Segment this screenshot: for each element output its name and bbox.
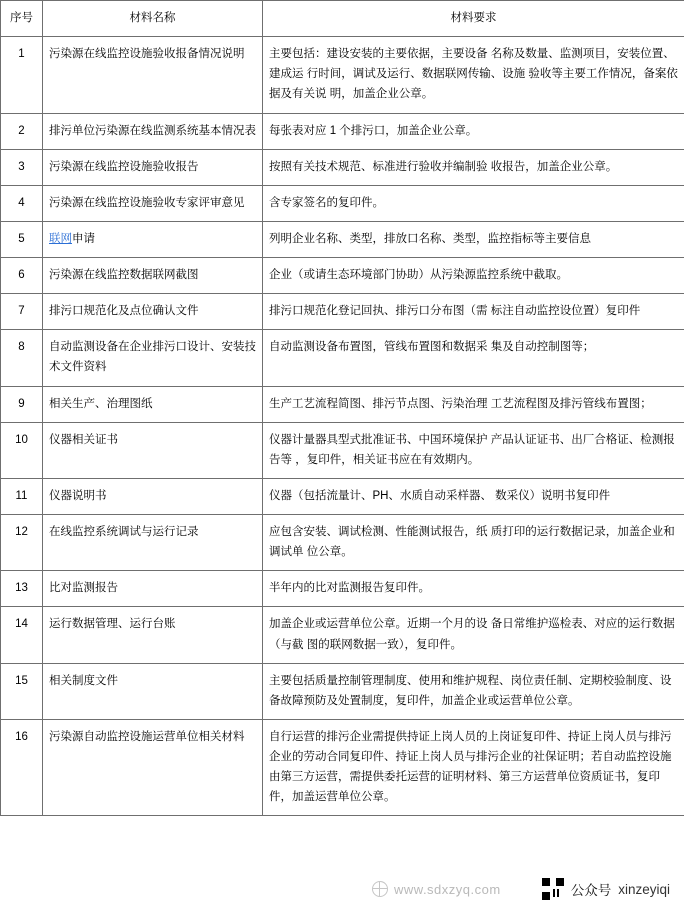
account-id: xinzeyiqi xyxy=(618,881,670,897)
material-requirement: 主要包括质量控制管理制度、使用和维护规程、岗位责任制、定期校验制度、设备故障预防及处置制度，复印件，加盖企业或运营单位公章。 xyxy=(263,663,684,719)
row-number: 16 xyxy=(1,719,43,816)
table-row xyxy=(1,478,684,514)
table-row xyxy=(1,515,684,571)
material-requirement: 应包含安装、调试检测、性能测试报告，纸 质打印的运行数据记录，加盖企业和调试单 位公章。 xyxy=(263,515,684,571)
material-requirement: 排污口规范化登记回执、排污口分布图（需 标注自动监控设位置）复印件 xyxy=(263,294,684,330)
material-requirement: 按照有关技术规范、标准进行验收并编制验 收报告，加盖企业公章。 xyxy=(263,149,684,185)
material-name: 相关生产、治理图纸 xyxy=(43,386,263,422)
row-number: 1 xyxy=(1,37,43,113)
material-name: 仪器相关证书 xyxy=(43,422,263,478)
row-number: 9 xyxy=(1,386,43,422)
material-requirement: 企业（或请生态环境部门协助）从污染源监控系统中截取。 xyxy=(263,258,684,294)
row-number: 13 xyxy=(1,571,43,607)
column-header-req: 材料要求 xyxy=(263,1,684,37)
table-row xyxy=(1,294,684,330)
table-body xyxy=(1,37,684,816)
table-row xyxy=(1,185,684,221)
table-row xyxy=(1,258,684,294)
row-number: 7 xyxy=(1,294,43,330)
table-row xyxy=(1,719,684,816)
row-number: 12 xyxy=(1,515,43,571)
table-row xyxy=(1,663,684,719)
row-number: 8 xyxy=(1,330,43,386)
material-name: 比对监测报告 xyxy=(43,571,263,607)
material-requirement: 仪器计量器具型式批准证书、中国环境保护 产品认证证书、出厂合格证、检测报告等 ，复印件，相关证书应在有效期内。 xyxy=(263,422,684,478)
website-watermark xyxy=(372,881,501,897)
material-requirement: 生产工艺流程简图、排污节点图、污染治理 工艺流程图及排污管线布置图； xyxy=(263,386,684,422)
row-number: 2 xyxy=(1,113,43,149)
material-name: 运行数据管理、运行台账 xyxy=(43,607,263,663)
material-name xyxy=(43,221,263,257)
table-row xyxy=(1,422,684,478)
footer-watermark xyxy=(0,867,684,911)
material-name: 污染源自动监控设施运营单位相关材料 xyxy=(43,719,263,816)
material-name: 排污口规范化及点位确认文件 xyxy=(43,294,263,330)
table-row xyxy=(1,113,684,149)
wechat-account-watermark xyxy=(542,878,670,900)
material-requirement: 加盖企业或运营单位公章。近期一个月的设 备日常维护巡检表、对应的运行数据（与截 图的联网数据一致），复印件。 xyxy=(263,607,684,663)
table-row xyxy=(1,607,684,663)
lianwang-link[interactable]: 联网 xyxy=(49,232,72,245)
material-name-rest: 申请 xyxy=(72,232,95,245)
table-row xyxy=(1,571,684,607)
row-number: 14 xyxy=(1,607,43,663)
website-url: www.sdxzyq.com xyxy=(394,881,501,897)
row-number: 11 xyxy=(1,478,43,514)
table-row xyxy=(1,149,684,185)
globe-icon xyxy=(372,881,388,897)
row-number: 15 xyxy=(1,663,43,719)
material-name: 仪器说明书 xyxy=(43,478,263,514)
table-header-row xyxy=(1,1,684,37)
material-requirement: 半年内的比对监测报告复印件。 xyxy=(263,571,684,607)
material-name: 污染源在线监控数据联网截图 xyxy=(43,258,263,294)
table-row xyxy=(1,221,684,257)
row-number: 6 xyxy=(1,258,43,294)
material-name: 相关制度文件 xyxy=(43,663,263,719)
table-row xyxy=(1,330,684,386)
row-number: 5 xyxy=(1,221,43,257)
material-name: 排污单位污染源在线监测系统基本情况表 xyxy=(43,113,263,149)
material-requirement: 含专家签名的复印件。 xyxy=(263,185,684,221)
row-number: 10 xyxy=(1,422,43,478)
row-number: 3 xyxy=(1,149,43,185)
qr-code-icon xyxy=(542,878,564,900)
column-header-no: 序号 xyxy=(1,1,43,37)
table-header xyxy=(1,1,684,37)
material-requirement: 列明企业名称、类型，排放口名称、类型，监控指标等主要信息 xyxy=(263,221,684,257)
table-row xyxy=(1,386,684,422)
material-requirement: 仪器（包括流量计、PH、水质自动采样器、 数采仪）说明书复印件 xyxy=(263,478,684,514)
account-label: 公众号 xyxy=(570,883,612,898)
material-name: 自动监测设备在企业排污口设计、安装技术文件资料 xyxy=(43,330,263,386)
material-name: 污染源在线监控设施验收报告 xyxy=(43,149,263,185)
material-requirement: 自动监测设备布置图，管线布置图和数据采 集及自动控制图等； xyxy=(263,330,684,386)
material-name: 污染源在线监控设施验收专家评审意见 xyxy=(43,185,263,221)
column-header-name: 材料名称 xyxy=(43,1,263,37)
material-requirement: 自行运营的排污企业需提供持证上岗人员的上岗证复印件、持证上岗人员与排污企业的劳动合同复印件、持证上岗人员与排污企业的社保证明；若自动监控设施由第三方运营，需提供委托运营的证明材料、第三方运营单位资质证书，复印件，加盖运营单位公章。 xyxy=(263,719,684,816)
table-row xyxy=(1,37,684,113)
row-number: 4 xyxy=(1,185,43,221)
material-name: 污染源在线监控设施验收报备情况说明 xyxy=(43,37,263,113)
material-requirement: 主要包括：建设安装的主要依据，主要设备 名称及数量、监测项目，安装位置、建成运 行时间，调试及运行、数据联网传输、设施 验收等主要工作情况，备案依据及有关说 明，加盖企业公章。 xyxy=(263,37,684,113)
material-name: 在线监控系统调试与运行记录 xyxy=(43,515,263,571)
material-requirement: 每张表对应 1 个排污口，加盖企业公章。 xyxy=(263,113,684,149)
